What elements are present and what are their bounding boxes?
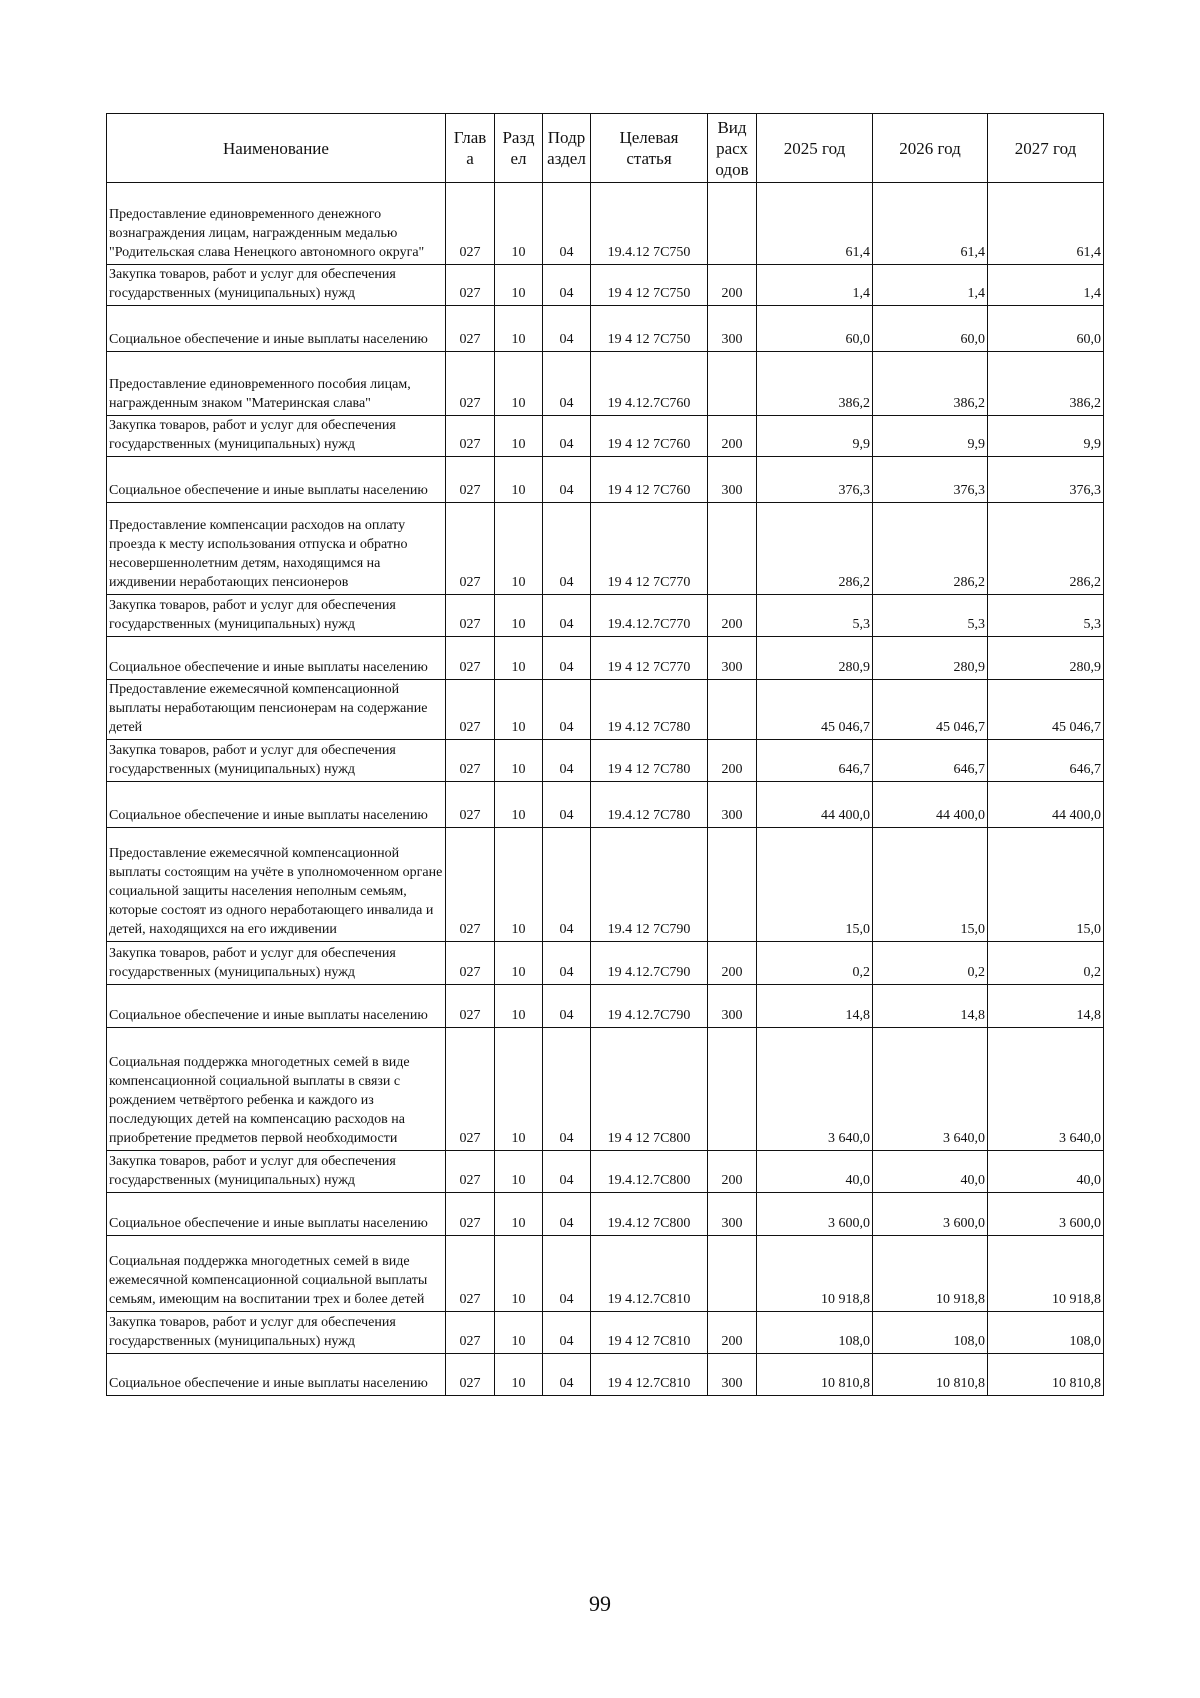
cell-vid-raskhodov: 300: [708, 1354, 757, 1396]
cell-2026: 5,3: [873, 595, 988, 637]
table-row: [107, 942, 1104, 985]
header-razdel: [495, 114, 543, 183]
table-row: [107, 637, 1104, 680]
header-razdel-line-2: ел: [510, 149, 527, 168]
cell-vid-raskhodov: 200: [708, 416, 757, 457]
cell-name: Социальная поддержка многодетных семей в виде компенсационной социальной выплаты в связи с рождением четвёртого ребенка и каждого из последующих детей на компенсацию расходов на приобретение предметов первой необходимости: [107, 1028, 446, 1151]
cell-celevaya-statya: 19.4.12 7С750: [591, 183, 708, 265]
cell-2027: 14,8: [988, 985, 1104, 1028]
cell-glava: 027: [446, 782, 495, 828]
cell-glava: 027: [446, 1151, 495, 1193]
cell-vid-raskhodov: 200: [708, 1151, 757, 1193]
cell-2027: 10 810,8: [988, 1354, 1104, 1396]
cell-celevaya-statya: 19 4 12 7С810: [591, 1312, 708, 1354]
cell-2025: 10 918,8: [757, 1236, 873, 1312]
header-podrazdel-line-2: аздел: [547, 149, 586, 168]
cell-2027: 5,3: [988, 595, 1104, 637]
cell-celevaya-statya: 19.4.12 7С800: [591, 1193, 708, 1236]
cell-celevaya-statya: 19 4 12 7С750: [591, 306, 708, 352]
header-name: Наименование: [107, 114, 446, 183]
cell-podrazdel: 04: [543, 1312, 591, 1354]
cell-vid-raskhodov: 200: [708, 1312, 757, 1354]
cell-2027: 1,4: [988, 265, 1104, 306]
cell-podrazdel: 04: [543, 985, 591, 1028]
table-row: [107, 183, 1104, 265]
cell-2027: 45 046,7: [988, 680, 1104, 740]
cell-podrazdel: 04: [543, 416, 591, 457]
cell-celevaya-statya: 19 4.12.7С810: [591, 1236, 708, 1312]
cell-vid-raskhodov: 200: [708, 595, 757, 637]
cell-glava: 027: [446, 1312, 495, 1354]
cell-2025: 45 046,7: [757, 680, 873, 740]
cell-razdel: 10: [495, 1151, 543, 1193]
cell-razdel: 10: [495, 782, 543, 828]
cell-name: Предоставление единовременного денежного вознаграждения лицам, награжденным медалью "Родительская слава Ненецкого автономного округа": [107, 183, 446, 265]
cell-2025: 15,0: [757, 828, 873, 942]
header-podrazdel-line-1: Подр: [547, 128, 586, 147]
cell-2027: 60,0: [988, 306, 1104, 352]
cell-2027: 3 600,0: [988, 1193, 1104, 1236]
cell-razdel: 10: [495, 265, 543, 306]
cell-name: Предоставление ежемесячной компенсационной выплаты состоящим на учёте в уполномоченном органе социальной защиты населения неполным семьям, которые состоят из одного неработающего инвалида и детей, находящихся на его иждивении: [107, 828, 446, 942]
budget-table: [106, 113, 1104, 1396]
cell-glava: 027: [446, 416, 495, 457]
cell-2025: 0,2: [757, 942, 873, 985]
cell-vid-raskhodov: [708, 1236, 757, 1312]
header-2027: 2027 год: [988, 114, 1104, 183]
cell-2025: 108,0: [757, 1312, 873, 1354]
cell-2026: 9,9: [873, 416, 988, 457]
cell-podrazdel: 04: [543, 1151, 591, 1193]
cell-2026: 14,8: [873, 985, 988, 1028]
cell-razdel: 10: [495, 1028, 543, 1151]
cell-2025: 9,9: [757, 416, 873, 457]
table-row: [107, 265, 1104, 306]
cell-name: Закупка товаров, работ и услуг для обеспечения государственных (муниципальных) нужд: [107, 416, 446, 457]
table-row: [107, 985, 1104, 1028]
cell-name: Социальное обеспечение и иные выплаты населению: [107, 306, 446, 352]
cell-2026: 10 918,8: [873, 1236, 988, 1312]
cell-glava: 027: [446, 183, 495, 265]
cell-vid-raskhodov: [708, 828, 757, 942]
header-celevaya: [591, 114, 708, 183]
cell-name: Закупка товаров, работ и услуг для обеспечения государственных (муниципальных) нужд: [107, 1312, 446, 1354]
cell-vid-raskhodov: 300: [708, 306, 757, 352]
table-row: [107, 1151, 1104, 1193]
cell-celevaya-statya: 19 4 12 7С760: [591, 457, 708, 503]
cell-2027: 280,9: [988, 637, 1104, 680]
cell-2025: 14,8: [757, 985, 873, 1028]
table-row: [107, 416, 1104, 457]
table-row: [107, 1028, 1104, 1151]
cell-vid-raskhodov: [708, 1028, 757, 1151]
cell-name: Предоставление компенсации расходов на оплату проезда к месту использования отпуска и обратно несовершеннолетним детям, находящимся на иждивении неработающих пенсионеров: [107, 503, 446, 595]
cell-glava: 027: [446, 457, 495, 503]
cell-2027: 108,0: [988, 1312, 1104, 1354]
cell-name: Закупка товаров, работ и услуг для обеспечения государственных (муниципальных) нужд: [107, 740, 446, 782]
table-row: [107, 352, 1104, 416]
cell-razdel: 10: [495, 1193, 543, 1236]
table-row: [107, 1354, 1104, 1396]
cell-celevaya-statya: 19 4 12 7С770: [591, 503, 708, 595]
cell-podrazdel: 04: [543, 1028, 591, 1151]
cell-vid-raskhodov: 300: [708, 985, 757, 1028]
cell-podrazdel: 04: [543, 1193, 591, 1236]
cell-glava: 027: [446, 740, 495, 782]
header-vid: [708, 114, 757, 183]
cell-celevaya-statya: 19.4.12 7С780: [591, 782, 708, 828]
cell-podrazdel: 04: [543, 1236, 591, 1312]
header-celevaya-line-1: Целевая: [619, 128, 679, 147]
cell-vid-raskhodov: 200: [708, 942, 757, 985]
cell-podrazdel: 04: [543, 503, 591, 595]
cell-podrazdel: 04: [543, 782, 591, 828]
cell-2026: 61,4: [873, 183, 988, 265]
cell-celevaya-statya: 19.4.12.7С770: [591, 595, 708, 637]
table-row: [107, 306, 1104, 352]
cell-2026: 60,0: [873, 306, 988, 352]
cell-celevaya-statya: 19 4.12.7С760: [591, 352, 708, 416]
cell-razdel: 10: [495, 416, 543, 457]
cell-2026: 15,0: [873, 828, 988, 942]
cell-razdel: 10: [495, 306, 543, 352]
cell-celevaya-statya: 19.4 12 7С790: [591, 828, 708, 942]
cell-glava: 027: [446, 828, 495, 942]
cell-glava: 027: [446, 1193, 495, 1236]
header-2025: 2025 год: [757, 114, 873, 183]
cell-podrazdel: 04: [543, 637, 591, 680]
cell-podrazdel: 04: [543, 740, 591, 782]
cell-vid-raskhodov: 300: [708, 782, 757, 828]
cell-2025: 60,0: [757, 306, 873, 352]
header-vid-line-3: одов: [715, 159, 749, 179]
table-row: [107, 1312, 1104, 1354]
cell-razdel: 10: [495, 828, 543, 942]
header-razdel-line-1: Разд: [502, 128, 535, 147]
cell-vid-raskhodov: 200: [708, 265, 757, 306]
cell-glava: 027: [446, 1028, 495, 1151]
header-2026: 2026 год: [873, 114, 988, 183]
cell-2027: 40,0: [988, 1151, 1104, 1193]
cell-podrazdel: 04: [543, 265, 591, 306]
header-glava-line-2: а: [466, 149, 474, 168]
cell-razdel: 10: [495, 942, 543, 985]
cell-podrazdel: 04: [543, 680, 591, 740]
table-row: [107, 680, 1104, 740]
cell-2026: 386,2: [873, 352, 988, 416]
cell-podrazdel: 04: [543, 183, 591, 265]
cell-glava: 027: [446, 942, 495, 985]
cell-2027: 386,2: [988, 352, 1104, 416]
cell-2025: 286,2: [757, 503, 873, 595]
cell-2025: 40,0: [757, 1151, 873, 1193]
cell-2026: 1,4: [873, 265, 988, 306]
cell-2027: 646,7: [988, 740, 1104, 782]
cell-razdel: 10: [495, 1236, 543, 1312]
cell-name: Социальное обеспечение и иные выплаты населению: [107, 1193, 446, 1236]
cell-2026: 286,2: [873, 503, 988, 595]
cell-podrazdel: 04: [543, 595, 591, 637]
cell-vid-raskhodov: [708, 352, 757, 416]
cell-name: Предоставление единовременного пособия лицам, награжденным знаком "Материнская слава": [107, 352, 446, 416]
cell-celevaya-statya: 19 4 12 7С760: [591, 416, 708, 457]
cell-2026: 10 810,8: [873, 1354, 988, 1396]
cell-2025: 280,9: [757, 637, 873, 680]
cell-2026: 376,3: [873, 457, 988, 503]
header-glava: [446, 114, 495, 183]
table-row: [107, 503, 1104, 595]
cell-celevaya-statya: 19 4 12 7С800: [591, 1028, 708, 1151]
cell-podrazdel: 04: [543, 1354, 591, 1396]
header-vid-line-1: Вид: [717, 117, 747, 137]
cell-2027: 9,9: [988, 416, 1104, 457]
cell-razdel: 10: [495, 457, 543, 503]
cell-2027: 0,2: [988, 942, 1104, 985]
cell-name: Закупка товаров, работ и услуг для обеспечения государственных (муниципальных) нужд: [107, 942, 446, 985]
cell-glava: 027: [446, 1354, 495, 1396]
cell-2026: 108,0: [873, 1312, 988, 1354]
cell-2025: 3 600,0: [757, 1193, 873, 1236]
header-glava-line-1: Глав: [453, 128, 487, 147]
page-number: 99: [589, 1591, 611, 1616]
table-row: [107, 1193, 1104, 1236]
cell-glava: 027: [446, 985, 495, 1028]
cell-name: Социальное обеспечение и иные выплаты населению: [107, 637, 446, 680]
cell-razdel: 10: [495, 680, 543, 740]
cell-2026: 3 600,0: [873, 1193, 988, 1236]
cell-vid-raskhodov: 300: [708, 1193, 757, 1236]
cell-name: Социальное обеспечение и иные выплаты населению: [107, 782, 446, 828]
cell-podrazdel: 04: [543, 306, 591, 352]
cell-2025: 376,3: [757, 457, 873, 503]
table-row: [107, 740, 1104, 782]
cell-vid-raskhodov: [708, 680, 757, 740]
cell-razdel: 10: [495, 740, 543, 782]
table-row: [107, 1236, 1104, 1312]
cell-2026: 280,9: [873, 637, 988, 680]
cell-razdel: 10: [495, 637, 543, 680]
cell-2027: 61,4: [988, 183, 1104, 265]
cell-2027: 286,2: [988, 503, 1104, 595]
cell-glava: 027: [446, 637, 495, 680]
cell-name: Социальное обеспечение и иные выплаты населению: [107, 457, 446, 503]
cell-glava: 027: [446, 306, 495, 352]
cell-2027: 15,0: [988, 828, 1104, 942]
cell-2025: 3 640,0: [757, 1028, 873, 1151]
table-body: [107, 183, 1104, 1396]
cell-name: Предоставление ежемесячной компенсационной выплаты неработающим пенсионерам на содержание детей: [107, 680, 446, 740]
cell-celevaya-statya: 19 4 12 7С780: [591, 740, 708, 782]
cell-2025: 386,2: [757, 352, 873, 416]
cell-name: Закупка товаров, работ и услуг для обеспечения государственных (муниципальных) нужд: [107, 1151, 446, 1193]
cell-celevaya-statya: 19 4 12 7С770: [591, 637, 708, 680]
cell-name: Социальное обеспечение и иные выплаты населению: [107, 985, 446, 1028]
cell-razdel: 10: [495, 1312, 543, 1354]
cell-vid-raskhodov: 300: [708, 637, 757, 680]
cell-glava: 027: [446, 352, 495, 416]
cell-glava: 027: [446, 595, 495, 637]
cell-2025: 10 810,8: [757, 1354, 873, 1396]
cell-podrazdel: 04: [543, 942, 591, 985]
cell-glava: 027: [446, 1236, 495, 1312]
cell-2025: 44 400,0: [757, 782, 873, 828]
table-row: [107, 782, 1104, 828]
cell-razdel: 10: [495, 985, 543, 1028]
cell-vid-raskhodov: 300: [708, 457, 757, 503]
cell-name: Закупка товаров, работ и услуг для обеспечения государственных (муниципальных) нужд: [107, 265, 446, 306]
cell-name: Социальное обеспечение и иные выплаты населению: [107, 1354, 446, 1396]
header-vid-line-2: расх: [716, 138, 748, 158]
cell-2025: 61,4: [757, 183, 873, 265]
cell-2027: 376,3: [988, 457, 1104, 503]
cell-2027: 10 918,8: [988, 1236, 1104, 1312]
cell-podrazdel: 04: [543, 352, 591, 416]
cell-2027: 44 400,0: [988, 782, 1104, 828]
cell-razdel: 10: [495, 352, 543, 416]
cell-2026: 646,7: [873, 740, 988, 782]
cell-celevaya-statya: 19 4.12.7С790: [591, 942, 708, 985]
cell-2026: 3 640,0: [873, 1028, 988, 1151]
cell-2026: 44 400,0: [873, 782, 988, 828]
table-row: [107, 595, 1104, 637]
cell-razdel: 10: [495, 503, 543, 595]
table-row: [107, 828, 1104, 942]
cell-name: Закупка товаров, работ и услуг для обеспечения государственных (муниципальных) нужд: [107, 595, 446, 637]
table-row: [107, 457, 1104, 503]
cell-2026: 45 046,7: [873, 680, 988, 740]
cell-2025: 1,4: [757, 265, 873, 306]
cell-vid-raskhodov: 200: [708, 740, 757, 782]
cell-podrazdel: 04: [543, 457, 591, 503]
cell-celevaya-statya: 19 4.12.7С790: [591, 985, 708, 1028]
cell-razdel: 10: [495, 183, 543, 265]
cell-podrazdel: 04: [543, 828, 591, 942]
cell-celevaya-statya: 19.4.12.7С800: [591, 1151, 708, 1193]
cell-celevaya-statya: 19 4 12.7С810: [591, 1354, 708, 1396]
cell-celevaya-statya: 19 4.12 7С780: [591, 680, 708, 740]
cell-razdel: 10: [495, 1354, 543, 1396]
cell-name: Социальная поддержка многодетных семей в виде ежемесячной компенсационной социальной выплаты семьям, имеющим на воспитании трех и более детей: [107, 1236, 446, 1312]
header-row: [107, 114, 1104, 183]
cell-glava: 027: [446, 680, 495, 740]
cell-glava: 027: [446, 503, 495, 595]
cell-glava: 027: [446, 265, 495, 306]
header-celevaya-line-2: статья: [626, 149, 672, 168]
cell-2026: 40,0: [873, 1151, 988, 1193]
cell-2025: 5,3: [757, 595, 873, 637]
cell-vid-raskhodov: [708, 503, 757, 595]
cell-2026: 0,2: [873, 942, 988, 985]
cell-razdel: 10: [495, 595, 543, 637]
cell-2025: 646,7: [757, 740, 873, 782]
header-podrazdel: [543, 114, 591, 183]
cell-vid-raskhodov: [708, 183, 757, 265]
cell-2027: 3 640,0: [988, 1028, 1104, 1151]
cell-celevaya-statya: 19 4 12 7С750: [591, 265, 708, 306]
